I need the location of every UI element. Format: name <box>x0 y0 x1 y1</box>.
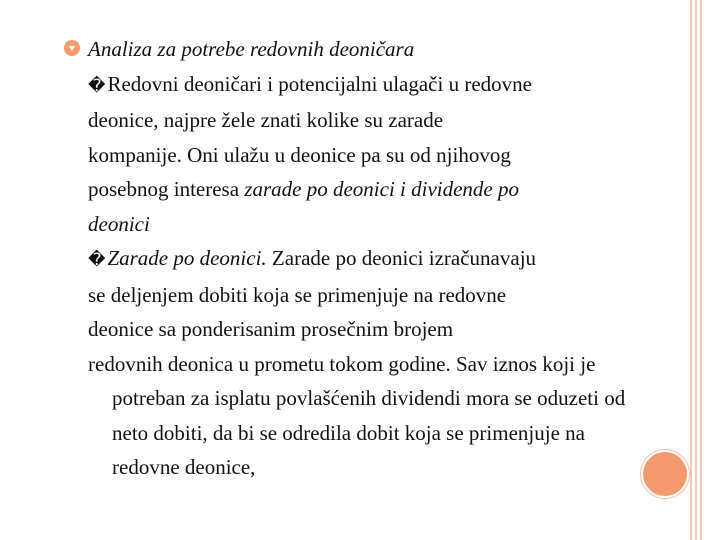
paragraph-2-line-5: potreban za isplatu povlašćenih dividendi mora se oduzeti od <box>112 386 626 410</box>
paragraph-1-line-3: kompanije. Oni ulažu u deonice pa su od njihovog <box>88 142 511 167</box>
heading-text: Analiza za potrebe redovnih deoničara <box>88 37 415 61</box>
paragraph-2-line-4: redovnih deonica u prometu tokom godine. Sav iznos koji je <box>88 351 596 376</box>
paragraph-2-line-1: �Zarade po deonici. Zarade po deonici izračunavaju <box>88 246 537 270</box>
slide-body <box>88 32 700 485</box>
paragraph-2-line-7: redovne deonice, <box>112 455 256 479</box>
slide-heading <box>88 32 700 67</box>
replacement-glyph: � <box>88 250 106 270</box>
paragraph-2-line-2: se deljenjem dobiti koja se primenjuje na redovne <box>88 282 507 307</box>
replacement-glyph: � <box>88 75 106 96</box>
bullet-icon <box>64 40 80 56</box>
paragraph-1-line-5: deonici <box>88 211 150 236</box>
paragraph-1-line-2: deonice, najpre žele znati kolike su zarade <box>88 108 444 132</box>
paragraph-2-line-6: neto dobiti, da bi se odredila dobit koja se primenjuje na <box>112 420 585 445</box>
paragraph-1-line-4: posebnog interesa zarade po deonici i dividende po <box>88 177 519 201</box>
paragraph-1-line-1: �Redovni deoničari i potencijalni ulagači u redovne <box>88 71 532 96</box>
paragraph-2-line-3: deonice sa ponderisanim prosečnim brojem <box>88 317 454 341</box>
